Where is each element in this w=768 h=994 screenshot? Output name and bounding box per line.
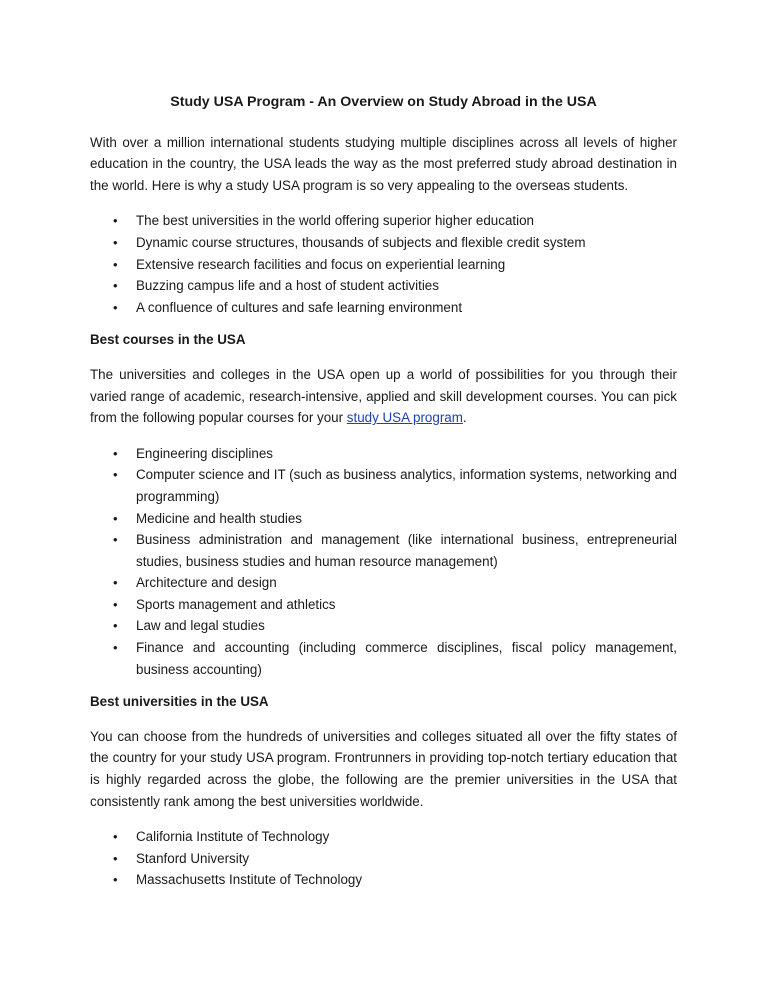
list-item: • Architecture and design — [90, 572, 677, 594]
bullet-icon: • — [113, 829, 118, 845]
bullet-icon: • — [113, 278, 118, 294]
list-item: • Massachusetts Institute of Technology — [90, 869, 677, 891]
list-item: • Extensive research facilities and focus on experiential learning — [90, 254, 677, 276]
list-item: • Medicine and health studies — [90, 508, 677, 530]
list-item: • Finance and accounting (including commerce disciplines, fiscal policy management, business accounting) — [90, 637, 677, 680]
universities-list — [90, 826, 677, 891]
list-item: • Stanford University — [90, 848, 677, 870]
bullet-icon: • — [113, 445, 118, 461]
intro-paragraph: With over a million international students studying multiple disciplines across all levels of higher education in the country, the USA leads the way as the most preferred study abroad destination in the world. Here is why a study USA program is so very appealing to the overseas students. — [90, 134, 677, 193]
list-item: • The best universities in the world offering superior higher education — [90, 210, 677, 232]
bullet-icon: • — [113, 256, 118, 272]
list-item: • Engineering disciplines — [90, 443, 677, 465]
list-item: • Business administration and management (like international business, entrepreneurial studies, business studies and human resource management) — [90, 529, 677, 572]
bullet-icon: • — [113, 640, 118, 656]
document-page — [90, 92, 677, 902]
list-item: • Computer science and IT (such as business analytics, information systems, networking and programming) — [90, 464, 677, 507]
bullet-icon: • — [113, 575, 118, 591]
courses-list — [90, 443, 677, 681]
bullet-icon: • — [113, 596, 118, 612]
bullet-icon: • — [113, 532, 118, 548]
list-item: • Buzzing campus life and a host of student activities — [90, 275, 677, 297]
bullet-icon: • — [113, 618, 118, 634]
universities-paragraph: You can choose from the hundreds of universities and colleges situated all over the fifty states of the country for your study USA program. Frontrunners in providing top-notch tertiary education that is highly regarded across the globe, the following are the premier universities in the USA that consistently rank among the best universities worldwide. — [90, 728, 677, 809]
list-item: • Dynamic course structures, thousands of subjects and flexible credit system — [90, 232, 677, 254]
bullet-icon: • — [113, 850, 118, 866]
list-item: • Sports management and athletics — [90, 594, 677, 616]
courses-paragraph: The universities and colleges in the USA open up a world of possibilities for you through their varied range of academic, research-intensive, applied and skill development courses. You can pick from the following popular courses for your study USA program. — [90, 366, 677, 426]
universities-heading: Best universities in the USA — [90, 694, 269, 710]
reasons-list — [90, 210, 677, 318]
bullet-icon: • — [113, 467, 118, 483]
document-title: Study USA Program - An Overview on Study Abroad in the USA — [170, 94, 597, 110]
list-item: • Law and legal studies — [90, 615, 677, 637]
study-usa-program-link[interactable]: study USA program — [346, 410, 463, 426]
bullet-icon: • — [113, 213, 118, 229]
list-item: • California Institute of Technology — [90, 826, 677, 848]
bullet-icon: • — [113, 234, 118, 250]
bullet-icon: • — [113, 872, 118, 888]
courses-heading: Best courses in the USA — [90, 332, 246, 348]
bullet-icon: • — [113, 510, 118, 526]
bullet-icon: • — [113, 299, 118, 315]
list-item: • A confluence of cultures and safe learning environment — [90, 297, 677, 319]
